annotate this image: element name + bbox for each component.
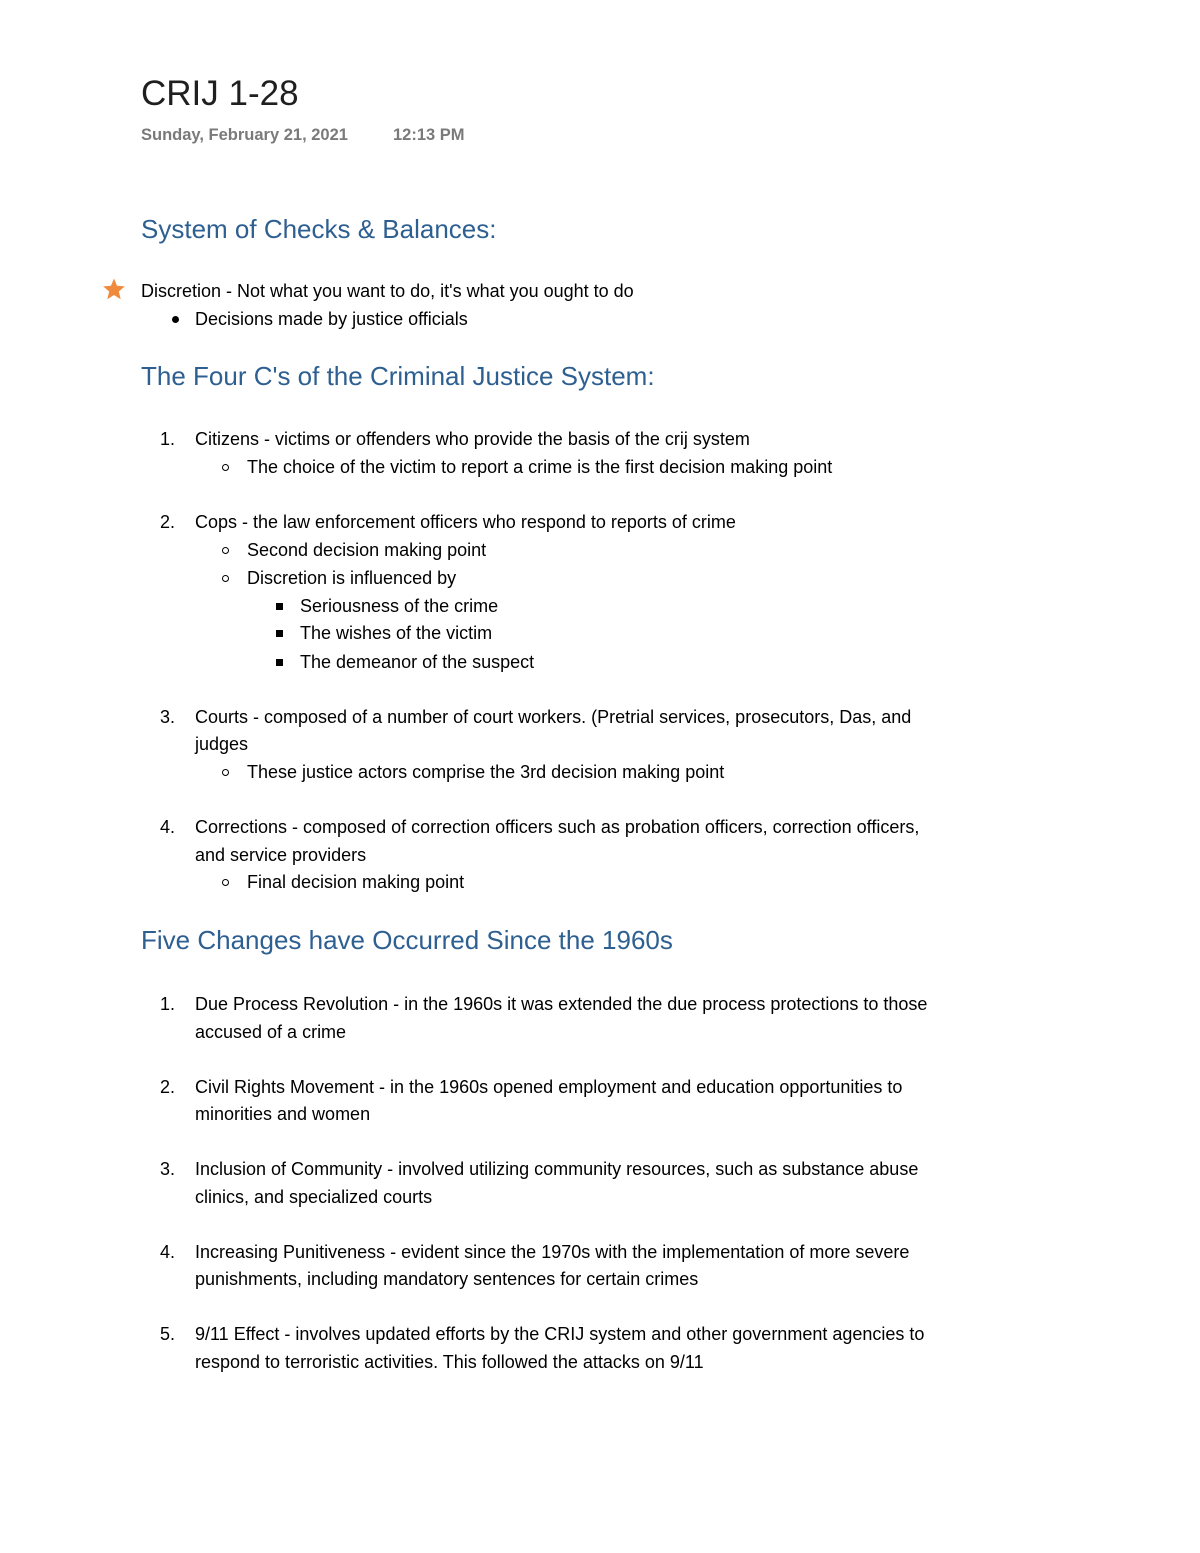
list-number: 4. — [160, 817, 176, 837]
change-item-community-cont: clinics, and specialized courts — [195, 1187, 433, 1207]
bullet-disc — [172, 316, 179, 323]
bullet-circle — [222, 769, 229, 776]
bullet-circle — [222, 575, 229, 582]
change-item-community: Inclusion of Community - involved utilizing community resources, such as substance abuse — [195, 1159, 919, 1179]
bullet-square — [276, 603, 283, 610]
change-item-due-process-cont: accused of a crime — [195, 1022, 347, 1042]
change-item-punitiveness-cont: punishments, including mandatory sentences for certain crimes — [195, 1269, 699, 1289]
star-icon — [102, 277, 126, 301]
page-title: CRIJ 1-28 — [141, 74, 299, 113]
bullet-circle — [222, 879, 229, 886]
change-item-due-process: Due Process Revolution - in the 1960s it was extended the due process protections to those — [195, 994, 928, 1014]
four-cs-item-courts: Courts - composed of a number of court workers. (Pretrial services, prosecutors, Das, and — [195, 707, 912, 727]
list-number: 5. — [160, 1324, 176, 1344]
four-cs-item-corrections: Corrections - composed of correction officers such as probation officers, correction officers, — [195, 817, 920, 837]
section-heading-four-cs: The Four C's of the Criminal Justice System: — [141, 361, 655, 391]
change-item-911: 9/11 Effect - involves updated efforts by the CRIJ system and other government agencies to — [195, 1324, 925, 1344]
bullet-circle — [222, 464, 229, 471]
list-sub-sub-item: The demeanor of the suspect — [300, 652, 535, 672]
bullet-circle — [222, 547, 229, 554]
list-number: 2. — [160, 1077, 176, 1097]
change-item-punitiveness: Increasing Punitiveness - evident since the 1970s with the implementation of more severe — [195, 1242, 910, 1262]
list-sub-item: Discretion is influenced by — [247, 568, 457, 588]
bullet-square — [276, 659, 283, 666]
change-item-civil-rights: Civil Rights Movement - in the 1960s opened employment and education opportunities to — [195, 1077, 903, 1097]
list-number: 3. — [160, 1159, 176, 1179]
note-time: 12:13 PM — [393, 126, 465, 144]
list-number: 1. — [160, 429, 176, 449]
list-sub-item: These justice actors comprise the 3rd decision making point — [247, 762, 725, 782]
change-item-civil-rights-cont: minorities and women — [195, 1104, 371, 1124]
note-date: Sunday, February 21, 2021 — [141, 126, 348, 144]
list-number: 4. — [160, 1242, 176, 1262]
list-number: 2. — [160, 512, 176, 532]
discretion-sub-item: Decisions made by justice officials — [195, 309, 468, 329]
four-cs-item-cops: Cops - the law enforcement officers who respond to reports of crime — [195, 512, 736, 532]
list-number: 1. — [160, 994, 176, 1014]
four-cs-item-corrections-cont: and service providers — [195, 845, 367, 865]
four-cs-item-courts-cont: judges — [195, 734, 249, 754]
bullet-square — [276, 630, 283, 637]
list-sub-sub-item: The wishes of the victim — [300, 623, 493, 643]
section-heading-five-changes: Five Changes have Occurred Since the 1960s — [141, 925, 673, 955]
change-item-911-cont: respond to terroristic activities. This followed the attacks on 9/11 — [195, 1352, 704, 1372]
section-heading-checks: System of Checks & Balances: — [141, 214, 497, 244]
discretion-item: Discretion - Not what you want to do, it's what you ought to do — [141, 281, 634, 301]
list-sub-item: Second decision making point — [247, 540, 487, 560]
list-sub-sub-item: Seriousness of the crime — [300, 596, 499, 616]
four-cs-item-citizens: Citizens - victims or offenders who provide the basis of the crij system — [195, 429, 750, 449]
list-sub-item: Final decision making point — [247, 872, 465, 892]
note-timestamp — [141, 126, 465, 145]
list-sub-item: The choice of the victim to report a crime is the first decision making point — [247, 457, 833, 477]
list-number: 3. — [160, 707, 176, 727]
